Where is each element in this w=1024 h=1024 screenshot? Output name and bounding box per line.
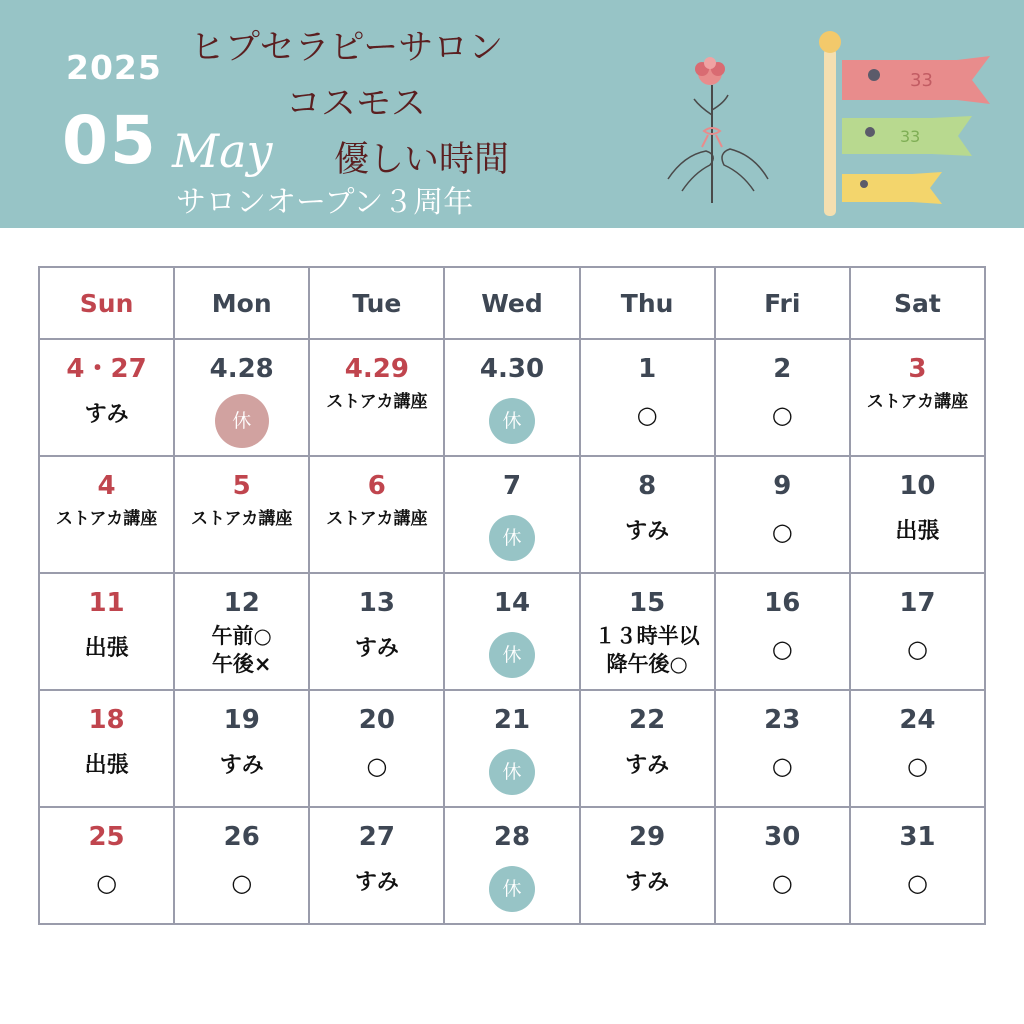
weekday-thu: Thu <box>580 267 715 339</box>
day-note: ○ <box>366 752 388 780</box>
day-number: 9 <box>773 471 792 501</box>
day-number: 13 <box>358 588 395 618</box>
day-cell <box>850 456 985 573</box>
day-note: 午前○ <box>211 624 272 648</box>
closed-day-badge: 休 <box>489 515 535 561</box>
day-note: １３時半以 <box>594 624 700 648</box>
day-cell <box>174 456 309 573</box>
day-note: 出張 <box>84 636 129 661</box>
day-note: すみ <box>84 402 129 427</box>
day-cell <box>715 690 850 807</box>
day-cell <box>850 573 985 690</box>
day-number: 15 <box>629 588 666 618</box>
day-cell <box>850 807 985 924</box>
day-cell <box>39 807 174 924</box>
calendar-grid <box>38 266 986 925</box>
salon-tagline: 優しい時間 <box>334 140 510 180</box>
day-number: 29 <box>629 822 666 852</box>
day-cell <box>715 339 850 456</box>
day-number: 17 <box>899 588 936 618</box>
salon-name: ヒプセラピーサロン <box>190 28 504 68</box>
month-script: May <box>172 124 273 178</box>
day-cell <box>444 573 579 690</box>
day-note: 午後× <box>211 652 272 676</box>
weekday-header-row <box>39 267 985 339</box>
day-cell <box>309 807 444 924</box>
weekday-fri: Fri <box>715 267 850 339</box>
day-cell <box>444 807 579 924</box>
koinobori-carp-streamer-icon <box>812 28 997 220</box>
month-number: 05 <box>62 102 158 179</box>
day-note: ○ <box>636 401 658 429</box>
day-cell <box>444 339 579 456</box>
week-row <box>39 807 985 924</box>
day-cell <box>39 690 174 807</box>
day-note: すみ <box>219 753 264 778</box>
day-note: ストアカ講座 <box>326 392 428 412</box>
day-number: 4 <box>97 471 116 501</box>
day-number: 5 <box>232 471 251 501</box>
day-cell <box>850 690 985 807</box>
day-note: ○ <box>906 752 928 780</box>
day-cell <box>580 807 715 924</box>
day-note: ○ <box>96 869 118 897</box>
day-note: 出張 <box>895 519 940 544</box>
day-number: 26 <box>223 822 260 852</box>
day-number: 16 <box>764 588 801 618</box>
weekday-mon: Mon <box>174 267 309 339</box>
closed-day-badge: 休 <box>215 394 269 448</box>
day-cell <box>174 339 309 456</box>
day-note: すみ <box>625 870 670 895</box>
day-number: 4・27 <box>66 354 147 384</box>
day-note: ○ <box>771 401 793 429</box>
day-number: 6 <box>367 471 386 501</box>
day-number: 2 <box>773 354 792 384</box>
day-number: 21 <box>493 705 531 735</box>
day-number: 4.30 <box>479 354 545 384</box>
day-cell <box>580 339 715 456</box>
day-cell <box>309 573 444 690</box>
weekday-sat: Sat <box>850 267 985 339</box>
day-number: 4.28 <box>209 354 274 384</box>
day-cell <box>39 339 174 456</box>
day-note: 出張 <box>84 753 129 778</box>
day-number: 18 <box>88 705 125 735</box>
day-cell <box>174 807 309 924</box>
weekday-tue: Tue <box>309 267 444 339</box>
day-number: 23 <box>764 705 801 735</box>
weekday-wed: Wed <box>444 267 579 339</box>
day-note: ○ <box>771 635 793 663</box>
closed-day-badge: 休 <box>489 749 535 795</box>
week-row <box>39 573 985 690</box>
day-cell <box>715 456 850 573</box>
day-number: 1 <box>638 354 657 384</box>
day-cell <box>174 573 309 690</box>
day-note: すみ <box>354 870 399 895</box>
day-number: 8 <box>638 471 657 501</box>
day-number: 24 <box>899 705 936 735</box>
day-number: 11 <box>88 588 125 618</box>
day-note: すみ <box>625 753 670 778</box>
day-cell <box>174 690 309 807</box>
day-cell <box>580 690 715 807</box>
day-note: すみ <box>625 519 670 544</box>
day-cell <box>39 573 174 690</box>
day-note: ○ <box>906 869 928 897</box>
day-cell <box>580 573 715 690</box>
day-note: ストアカ講座 <box>866 392 969 412</box>
day-number: 25 <box>88 822 125 852</box>
day-cell <box>309 690 444 807</box>
day-note: ストアカ講座 <box>55 509 158 529</box>
anniversary-subtitle: サロンオープン３周年 <box>176 185 474 220</box>
day-cell <box>850 339 985 456</box>
day-cell <box>715 807 850 924</box>
day-note: ○ <box>771 518 793 546</box>
year-label: 2025 <box>66 48 162 87</box>
day-cell <box>715 573 850 690</box>
day-note: 降午後○ <box>606 652 688 676</box>
day-note: すみ <box>354 636 399 661</box>
day-number: 31 <box>899 822 936 852</box>
day-note: ○ <box>771 752 793 780</box>
day-note: ○ <box>231 869 253 897</box>
day-note: ○ <box>771 869 793 897</box>
day-number: 19 <box>223 705 260 735</box>
day-cell <box>580 456 715 573</box>
day-note: ストアカ講座 <box>191 509 293 529</box>
day-number: 4.29 <box>344 354 409 384</box>
day-number: 27 <box>358 822 395 852</box>
day-number: 12 <box>223 588 260 618</box>
day-number: 3 <box>908 354 927 384</box>
svg-text:33: 33 <box>900 127 921 146</box>
salon-subname: コスモス <box>286 84 427 124</box>
day-number: 7 <box>502 471 522 501</box>
day-cell <box>39 456 174 573</box>
day-number: 30 <box>764 822 801 852</box>
closed-day-badge: 休 <box>489 632 535 678</box>
week-row <box>39 690 985 807</box>
day-number: 10 <box>899 471 936 501</box>
carnation-bouquet-icon <box>664 55 774 205</box>
closed-day-badge: 休 <box>489 398 535 444</box>
header-banner <box>0 0 1024 228</box>
week-row <box>39 339 985 456</box>
day-cell <box>444 456 579 573</box>
day-cell <box>444 690 579 807</box>
day-cell <box>309 339 444 456</box>
weekday-sun: Sun <box>39 267 174 339</box>
week-row <box>39 456 985 573</box>
day-number: 20 <box>358 705 395 735</box>
day-note: ○ <box>906 635 928 663</box>
day-number: 14 <box>493 588 531 618</box>
day-note: ストアカ講座 <box>326 509 428 529</box>
day-number: 28 <box>493 822 531 852</box>
day-number: 22 <box>629 705 666 735</box>
closed-day-badge: 休 <box>489 866 535 912</box>
svg-text:33: 33 <box>910 70 933 91</box>
day-cell <box>309 456 444 573</box>
